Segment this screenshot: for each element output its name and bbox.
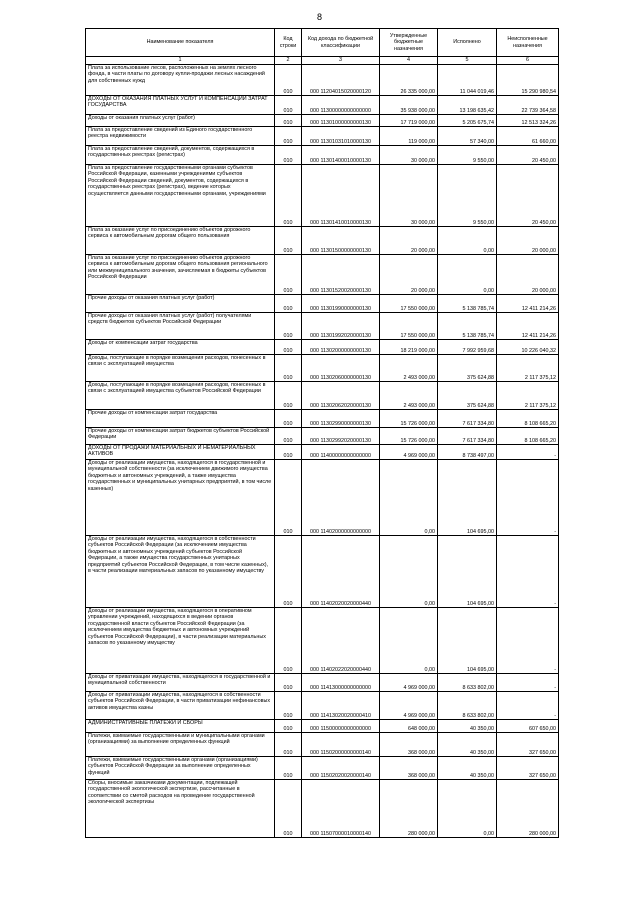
row-line-code: 010 [275, 757, 302, 780]
table-row [86, 460, 559, 536]
row-name: Платежи, взимаемые государственными и муниципальными органами (организациями) за выполнение определенных функций [86, 733, 275, 757]
row-unexecuted: 12 411 214,26 [497, 295, 559, 313]
row-unexecuted: 20 000,00 [497, 227, 559, 255]
row-line-code: 010 [275, 65, 302, 96]
row-approved: 119 000,00 [380, 127, 438, 146]
row-executed: 0,00 [438, 780, 497, 838]
row-executed: 13 198 635,42 [438, 96, 497, 115]
row-line-code: 010 [275, 720, 302, 733]
row-unexecuted: 8 108 665,20 [497, 428, 559, 445]
row-executed: 40 350,00 [438, 757, 497, 780]
row-revenue-code: 000 11413000000000000 [302, 674, 380, 692]
row-line-code: 010 [275, 410, 302, 428]
row-revenue-code: 000 11302000000000130 [302, 340, 380, 355]
row-revenue-code: 000 11302060000000130 [302, 355, 380, 382]
header-approved: Утвержденные бюджетные назначения [380, 29, 438, 57]
column-number: 1 [86, 57, 275, 65]
table-row [86, 382, 559, 410]
row-revenue-code: 000 11402000000000000 [302, 460, 380, 536]
row-approved: 30 000,00 [380, 165, 438, 227]
row-revenue-code: 000 11301000000000130 [302, 115, 380, 127]
row-line-code: 010 [275, 780, 302, 838]
table-row [86, 757, 559, 780]
row-executed: 57 340,00 [438, 127, 497, 146]
row-approved: 4 969 000,00 [380, 692, 438, 720]
row-line-code: 010 [275, 428, 302, 445]
row-approved: 0,00 [380, 608, 438, 674]
row-executed: 40 350,00 [438, 733, 497, 757]
row-approved: 26 335 000,00 [380, 65, 438, 96]
row-line-code: 010 [275, 608, 302, 674]
row-approved: 0,00 [380, 460, 438, 536]
row-name: Плата за использование лесов, расположенных на землях лесного фонда, в части платы по договору купли-продажи лесных насаждений для собственных нужд [86, 65, 275, 96]
row-unexecuted: 20 450,00 [497, 165, 559, 227]
row-line-code: 010 [275, 340, 302, 355]
row-name: Прочие доходы от оказания платных услуг (работ) получателями средств бюджетов субъектов Российской Федерации [86, 313, 275, 340]
table-row [86, 227, 559, 255]
table-row [86, 127, 559, 146]
column-number-row [86, 57, 559, 65]
row-executed: 104 695,00 [438, 536, 497, 608]
row-unexecuted: - [497, 460, 559, 536]
row-revenue-code: 000 11502020020000140 [302, 757, 380, 780]
row-approved: 4 969 000,00 [380, 674, 438, 692]
table-row [86, 692, 559, 720]
row-revenue-code: 000 11301400010000130 [302, 146, 380, 165]
table-row [86, 65, 559, 96]
row-unexecuted: 10 226 040,32 [497, 340, 559, 355]
row-approved: 20 000,00 [380, 227, 438, 255]
table-row [86, 313, 559, 340]
row-name: Плата за оказание услуг по присоединению объектов дорожного сервиса к автомобильным дорогам общего пользования [86, 227, 275, 255]
row-revenue-code: 000 11400000000000000 [302, 445, 380, 460]
row-approved: 30 000,00 [380, 146, 438, 165]
table-row [86, 780, 559, 838]
row-name: Доходы от приватизации имущества, находящегося в собственности субъектов Российской Федерации, в части приватизации нефинансовых активов имущества казны [86, 692, 275, 720]
row-unexecuted: 20 000,00 [497, 255, 559, 295]
row-name: Прочие доходы от компенсации затрат бюджетов субъектов Российской Федерации [86, 428, 275, 445]
row-approved: 368 000,00 [380, 733, 438, 757]
row-line-code: 010 [275, 295, 302, 313]
row-name: Плата за предоставление сведений, документов, содержащихся в государственных реестрах (регистрах) [86, 146, 275, 165]
row-approved: 648 000,00 [380, 720, 438, 733]
row-approved: 368 000,00 [380, 757, 438, 780]
row-name: Доходы от реализации имущества, находящегося в государственной и муниципальной собственности (за исключением движимого имущества бюджетных и автономных учреждений, а также имущества государственных и муниципальных унитарных предприятий, в том числе казенных) [86, 460, 275, 536]
row-approved: 15 726 000,00 [380, 428, 438, 445]
table-row [86, 674, 559, 692]
row-revenue-code: 000 11301410010000130 [302, 165, 380, 227]
row-revenue-code: 000 11502000000000140 [302, 733, 380, 757]
row-line-code: 010 [275, 313, 302, 340]
table-body [86, 65, 559, 838]
table-row [86, 445, 559, 460]
table-row [86, 733, 559, 757]
row-revenue-code: 000 11301990000000130 [302, 295, 380, 313]
row-executed: 104 695,00 [438, 460, 497, 536]
row-executed: 9 550,00 [438, 165, 497, 227]
page-number: 8 [316, 12, 322, 22]
row-name: Доходы от реализации имущества, находящегося в оперативном управлении учреждений, находящихся в ведении органов государственной власти субъектов Российской Федерации (за исключением имущества бюджетных и автономных учреждений субъектов Российской Федерации), в части реализации материальных запасов по указанному имуществу [86, 608, 275, 674]
row-line-code: 010 [275, 115, 302, 127]
row-line-code: 010 [275, 733, 302, 757]
row-line-code: 010 [275, 165, 302, 227]
row-executed: 9 550,00 [438, 146, 497, 165]
row-revenue-code: 000 11204015020000120 [302, 65, 380, 96]
row-approved: 2 493 000,00 [380, 355, 438, 382]
table-row [86, 355, 559, 382]
row-line-code: 010 [275, 146, 302, 165]
row-revenue-code: 000 11402022020000440 [302, 608, 380, 674]
row-line-code: 010 [275, 255, 302, 295]
row-executed: 5 205 675,74 [438, 115, 497, 127]
table-row [86, 255, 559, 295]
row-unexecuted: 327 650,00 [497, 757, 559, 780]
row-unexecuted: 2 117 375,12 [497, 382, 559, 410]
row-name: ДОХОДЫ ОТ ОКАЗАНИЯ ПЛАТНЫХ УСЛУГ И КОМПЕНСАЦИИ ЗАТРАТ ГОСУДАРСТВА [86, 96, 275, 115]
row-unexecuted: 280 000,00 [497, 780, 559, 838]
row-revenue-code: 000 11301031010000130 [302, 127, 380, 146]
revenue-table [85, 28, 559, 838]
row-name: Доходы, поступающие в порядке возмещения расходов, понесенных в связи с эксплуатацией имущества субъектов Российской Федерации [86, 382, 275, 410]
row-approved: 35 938 000,00 [380, 96, 438, 115]
table-header-row [86, 29, 559, 57]
row-approved: 17 550 000,00 [380, 295, 438, 313]
row-name: Плата за предоставление сведений из Единого государственного реестра недвижимости [86, 127, 275, 146]
row-executed: 8 738 497,00 [438, 445, 497, 460]
row-name: Доходы от реализации имущества, находящегося в собственности субъектов Российской Федерации (за исключением имущества бюджетных и автономных учреждений субъектов Российской Федерации, а также имущества государственных унитарных предприятий субъектов Российской Федерации, в том числе казенных), в части реализации материальных запасов по указанному имуществу [86, 536, 275, 608]
header-line-code: Код строки [275, 29, 302, 57]
row-revenue-code: 000 11302992020000130 [302, 428, 380, 445]
row-executed: 8 633 802,00 [438, 692, 497, 720]
header-indicator-name: Наименование показателя [86, 29, 275, 57]
row-name: Прочие доходы от компенсации затрат государства [86, 410, 275, 428]
column-number: 5 [438, 57, 497, 65]
header-unexecuted: Неисполненные назначения [497, 29, 559, 57]
row-executed: 5 138 785,74 [438, 313, 497, 340]
row-executed: 375 624,88 [438, 382, 497, 410]
row-unexecuted: - [497, 674, 559, 692]
row-executed: 104 695,00 [438, 608, 497, 674]
row-revenue-code: 000 11507000010000140 [302, 780, 380, 838]
table-row [86, 96, 559, 115]
row-unexecuted: 61 660,00 [497, 127, 559, 146]
row-name: Доходы от компенсации затрат государства [86, 340, 275, 355]
row-approved: 20 000,00 [380, 255, 438, 295]
row-unexecuted: 2 117 375,12 [497, 355, 559, 382]
row-line-code: 010 [275, 674, 302, 692]
row-executed: 11 044 019,46 [438, 65, 497, 96]
row-executed: 8 633 802,00 [438, 674, 497, 692]
row-unexecuted: - [497, 608, 559, 674]
row-approved: 15 726 000,00 [380, 410, 438, 428]
table-row [86, 410, 559, 428]
row-revenue-code: 000 11500000000000000 [302, 720, 380, 733]
row-name: ДОХОДЫ ОТ ПРОДАЖИ МАТЕРИАЛЬНЫХ И НЕМАТЕРИАЛЬНЫХ АКТИВОВ [86, 445, 275, 460]
row-line-code: 010 [275, 96, 302, 115]
row-unexecuted: 15 290 980,54 [497, 65, 559, 96]
row-approved: 18 219 000,00 [380, 340, 438, 355]
row-revenue-code: 000 11302062020000130 [302, 382, 380, 410]
table-row [86, 115, 559, 127]
row-executed: 7 617 334,80 [438, 428, 497, 445]
column-number: 4 [380, 57, 438, 65]
header-revenue-code: Код дохода по бюджетной классификации [302, 29, 380, 57]
row-unexecuted: 20 450,00 [497, 146, 559, 165]
row-name: Прочие доходы от оказания платных услуг (работ) [86, 295, 275, 313]
column-number: 6 [497, 57, 559, 65]
table-row [86, 340, 559, 355]
row-executed: 5 138 785,74 [438, 295, 497, 313]
column-number: 3 [302, 57, 380, 65]
row-name: Платежи, взимаемые государственными органами (организациями) субъектов Российской Федерации за выполнение определенных функций [86, 757, 275, 780]
row-unexecuted: 607 650,00 [497, 720, 559, 733]
row-unexecuted: 22 739 364,58 [497, 96, 559, 115]
row-executed: 375 624,88 [438, 355, 497, 382]
row-approved: 4 969 000,00 [380, 445, 438, 460]
row-executed: 40 350,00 [438, 720, 497, 733]
table-row [86, 608, 559, 674]
row-name: Доходы от приватизации имущества, находящегося в государственной и муниципальной собственности [86, 674, 275, 692]
row-line-code: 010 [275, 355, 302, 382]
row-name: Плата за оказание услуг по присоединению объектов дорожного сервиса к автомобильным дорогам общего пользования регионального или межмуниципального значения, зачисляемая в бюджеты субъектов Российской Федерации [86, 255, 275, 295]
row-revenue-code: 000 11413020020000410 [302, 692, 380, 720]
row-line-code: 010 [275, 127, 302, 146]
row-unexecuted: 8 108 665,20 [497, 410, 559, 428]
table-row [86, 720, 559, 733]
row-executed: 0,00 [438, 255, 497, 295]
row-approved: 17 719 000,00 [380, 115, 438, 127]
table-row [86, 428, 559, 445]
row-unexecuted: 327 650,00 [497, 733, 559, 757]
row-approved: 17 550 000,00 [380, 313, 438, 340]
row-name: Сборы, вносимые заказчиками документации, подлежащей государственной экологической экспертизе, рассчитанные в соответствии со сметой расходов на проведение государственной экологической экспертизы [86, 780, 275, 838]
row-line-code: 010 [275, 536, 302, 608]
header-executed: Исполнено [438, 29, 497, 57]
row-executed: 0,00 [438, 227, 497, 255]
row-executed: 7 617 334,80 [438, 410, 497, 428]
row-revenue-code: 000 11301500000000130 [302, 227, 380, 255]
row-revenue-code: 000 11301520020000130 [302, 255, 380, 295]
table-row [86, 295, 559, 313]
row-revenue-code: 000 11300000000000000 [302, 96, 380, 115]
row-executed: 7 992 959,68 [438, 340, 497, 355]
row-approved: 2 493 000,00 [380, 382, 438, 410]
row-line-code: 010 [275, 445, 302, 460]
row-line-code: 010 [275, 460, 302, 536]
row-approved: 0,00 [380, 536, 438, 608]
row-revenue-code: 000 11402020020000440 [302, 536, 380, 608]
column-number: 2 [275, 57, 302, 65]
row-name: Доходы, поступающие в порядке возмещения расходов, понесенных в связи с эксплуатацией имущества [86, 355, 275, 382]
row-name: Плата за предоставление государственными органами субъектов Российской Федерации, казенными учреждениями субъектов Российской Федерации сведений, документов, содержащихся в государственных реестрах (регистрах), ведение которых осуществляется данными государственными органами, учреждениями [86, 165, 275, 227]
row-line-code: 010 [275, 692, 302, 720]
table-row [86, 146, 559, 165]
row-revenue-code: 000 11301992020000130 [302, 313, 380, 340]
row-approved: 280 000,00 [380, 780, 438, 838]
row-unexecuted: - [497, 692, 559, 720]
row-name: АДМИНИСТРАТИВНЫЕ ПЛАТЕЖИ И СБОРЫ [86, 720, 275, 733]
row-unexecuted: - [497, 536, 559, 608]
row-name: Доходы от оказания платных услуг (работ) [86, 115, 275, 127]
row-revenue-code: 000 11302990000000130 [302, 410, 380, 428]
row-unexecuted: 12 513 324,26 [497, 115, 559, 127]
row-line-code: 010 [275, 382, 302, 410]
table-row [86, 536, 559, 608]
row-unexecuted: 12 411 214,26 [497, 313, 559, 340]
row-unexecuted: - [497, 445, 559, 460]
row-line-code: 010 [275, 227, 302, 255]
table-row [86, 165, 559, 227]
